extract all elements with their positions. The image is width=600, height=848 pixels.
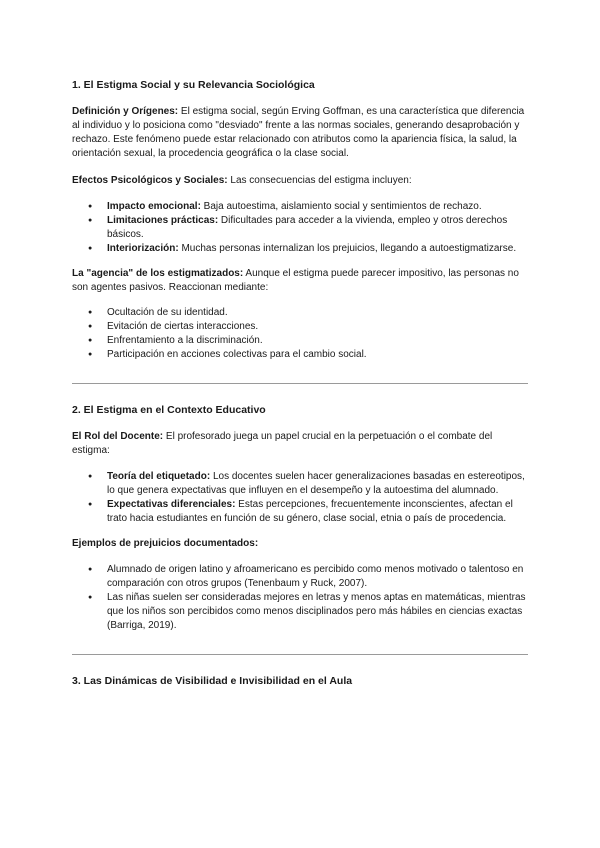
- efectos-text: Las consecuencias del estigma incluyen:: [227, 175, 412, 186]
- list-item-label: Teoría del etiquetado:: [107, 471, 211, 482]
- list-item-label: Expectativas diferenciales:: [107, 499, 236, 510]
- rol-list: [72, 470, 528, 526]
- section-3-title: 3. Las Dinámicas de Visibilidad e Invisibilidad en el Aula: [72, 675, 353, 687]
- efectos-list: [72, 200, 528, 256]
- list-item-text: Baja autoestima, aislamiento social y sentimientos de rechazo.: [200, 201, 482, 212]
- ejemplos-label: Ejemplos de prejuicios documentados:: [72, 538, 259, 549]
- document-page: [72, 78, 528, 688]
- agencia-label: La "agencia" de los estigmatizados:: [72, 268, 244, 279]
- efectos-label: Efectos Psicológicos y Sociales:: [72, 175, 228, 186]
- list-item: [72, 242, 528, 256]
- definicion-label: Definición y Orígenes:: [72, 106, 179, 117]
- list-item-label: Impacto emocional:: [107, 201, 201, 212]
- definicion-paragraph: [72, 105, 528, 161]
- list-item-text: Estas percepciones, frecuentemente inconscientes, afectan el trato hacia estudiantes en función de su género, clase social, etnia o país de procedencia.: [107, 499, 513, 524]
- definicion-text: El estigma social, según Erving Goffman, es una característica que diferencia al individuo y lo posiciona como "desviado" frente a las normas sociales, generando desaprobación y rechazo. Este fenómeno puede estar relacionado con atributos como la apariencia física, la salud, la orientación sexual, la procedencia geográfica o la clase social.: [72, 106, 525, 159]
- list-item-text: Los docentes suelen hacer generalizaciones basadas en estereotipos, lo que genera expectativas que influyen en el desempeño y la autoestima del alumnado.: [107, 471, 525, 496]
- efectos-paragraph: [72, 174, 528, 188]
- list-item: [72, 214, 528, 242]
- list-item: [72, 200, 528, 214]
- agencia-text: Aunque el estigma puede parecer impositivo, las personas no son agentes pasivos. Reaccionan mediante:: [72, 268, 519, 293]
- list-item: ● Ocultación de su identidad.: [72, 306, 528, 320]
- list-item: ● Alumnado de origen latino y afroamericano es percibido como menos motivado o talentoso en comparación con otros grupos (Tenenbaum y Ruck, 2007).: [72, 563, 528, 591]
- section-divider: [72, 654, 528, 655]
- section-divider: [72, 383, 528, 384]
- ejemplos-list: [72, 563, 528, 633]
- rol-label: El Rol del Docente:: [72, 431, 164, 442]
- list-item-text: Dificultades para acceder a la vivienda, empleo y otros derechos básicos.: [107, 215, 508, 240]
- list-item: [72, 470, 528, 498]
- list-item-label: Interiorización:: [107, 243, 179, 254]
- agencia-list: [72, 306, 528, 362]
- section-1-title: 1. El Estigma Social y su Relevancia Sociológica: [72, 79, 315, 91]
- list-item: ● Las niñas suelen ser consideradas mejores en letras y menos aptas en matemáticas, mientras que los niños son percibidos como menos disciplinados pero más hábiles en ciencias exactas (Barriga, 2019).: [72, 591, 528, 633]
- agencia-paragraph: [72, 267, 528, 295]
- rol-text: El profesorado juega un papel crucial en la perpetuación o el combate del estigma:: [72, 431, 493, 456]
- ejemplos-paragraph: [72, 537, 528, 551]
- list-item-label: Limitaciones prácticas:: [107, 215, 219, 226]
- rol-paragraph: [72, 430, 528, 458]
- section-2-title: 2. El Estigma en el Contexto Educativo: [72, 404, 266, 416]
- list-item-text: Muchas personas internalizan los prejuicios, llegando a autoestigmatizarse.: [178, 243, 517, 254]
- list-item: [72, 498, 528, 526]
- list-item: ● Evitación de ciertas interacciones.: [72, 320, 528, 334]
- list-item: ● Participación en acciones colectivas para el cambio social.: [72, 348, 528, 362]
- list-item: ● Enfrentamiento a la discriminación.: [72, 334, 528, 348]
